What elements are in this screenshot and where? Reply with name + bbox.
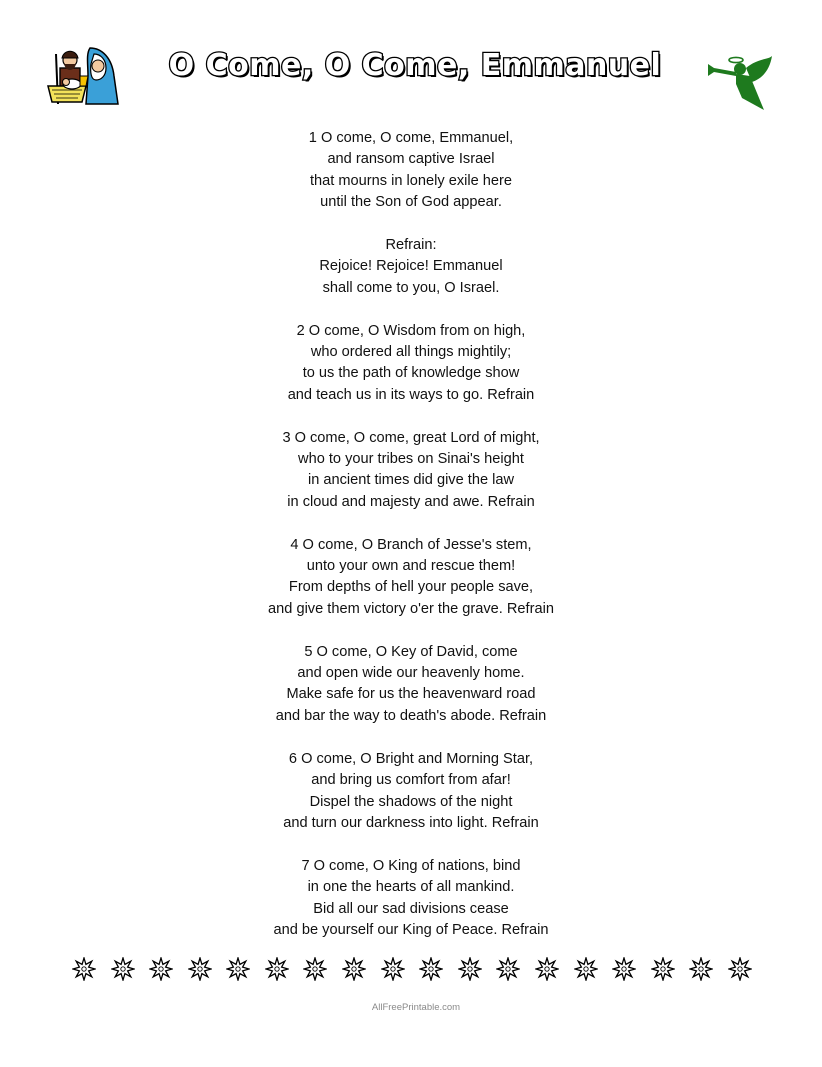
lyric-line: 2 O come, O Wisdom from on high, <box>296 322 526 339</box>
lyric-line: unto your own and rescue them! <box>306 558 516 575</box>
star-icon <box>149 957 173 981</box>
lyric-line: in cloud and majesty and awe. Refrain <box>287 493 535 510</box>
lyric-line: and teach us in its ways to go. Refrain <box>287 386 535 403</box>
star-icon <box>381 957 405 981</box>
star-icon <box>111 957 135 981</box>
verse-6 <box>0 749 822 835</box>
star-icon <box>689 957 713 981</box>
star-icon <box>612 957 636 981</box>
lyric-line: 4 O come, O Branch of Jesse's stem, <box>290 536 532 553</box>
lyric-line: 5 O come, O Key of David, come <box>304 643 518 660</box>
lyric-line: 6 O come, O Bright and Morning Star, <box>288 750 534 767</box>
footer-credit: AllFreePrintable.com <box>371 1002 461 1013</box>
star-icon <box>728 957 752 981</box>
star-icon <box>303 957 327 981</box>
lyric-line: 1 O come, O come, Emmanuel, <box>308 130 514 146</box>
angel-icon <box>706 54 774 112</box>
lyric-line: and bar the way to death's abode. Refrain <box>275 707 547 724</box>
lyric-line: Make safe for us the heavenward road <box>286 686 536 703</box>
verse-3 <box>0 428 822 514</box>
verse-5 <box>0 642 822 728</box>
star-icon <box>574 957 598 981</box>
refrain-heading: Refrain: <box>385 237 437 254</box>
lyric-line: and be yourself our King of Peace. Refrain <box>273 921 549 938</box>
lyric-line: Rejoice! Rejoice! Emmanuel <box>319 258 503 275</box>
star-border <box>72 957 752 985</box>
lyric-line: who ordered all things mightily; <box>310 344 512 361</box>
lyric-line: and turn our darkness into light. Refrain <box>283 814 539 831</box>
lyric-line: shall come to you, O Israel. <box>322 279 500 296</box>
verse-1 <box>0 128 822 214</box>
star-icon <box>342 957 366 981</box>
lyric-line: 3 O come, O come, great Lord of might, <box>282 429 540 446</box>
lyric-line: From depths of hell your people save, <box>288 579 534 596</box>
verse-2 <box>0 321 822 407</box>
verse-4 <box>0 535 822 621</box>
lyric-line: 7 O come, O King of nations, bind <box>301 857 521 874</box>
star-icon <box>188 957 212 981</box>
star-icon <box>651 957 675 981</box>
lyric-line: in one the hearts of all mankind. <box>307 879 515 896</box>
lyric-line: and open wide our heavenly home. <box>297 665 525 682</box>
lyric-line: to us the path of knowledge show <box>302 365 520 382</box>
lyric-line: that mourns in lonely exile here <box>310 172 512 189</box>
refrain <box>0 235 822 299</box>
lyric-line: and bring us comfort from afar! <box>311 772 511 789</box>
lyric-line: Dispel the shadows of the night <box>309 793 513 810</box>
star-icon <box>496 957 520 981</box>
verse-7 <box>0 856 822 942</box>
page-title: O Come, O Come, Emmanuel <box>168 48 662 83</box>
lyric-line: who to your tribes on Sinai's height <box>298 451 524 468</box>
star-icon <box>419 957 443 981</box>
star-icon <box>72 957 96 981</box>
star-icon <box>535 957 559 981</box>
lyric-line: in ancient times did give the law <box>307 472 515 489</box>
star-icon <box>226 957 250 981</box>
lyric-line: Bid all our sad divisions cease <box>313 900 509 917</box>
star-icon <box>265 957 289 981</box>
header <box>0 40 822 110</box>
lyric-line: and ransom captive Israel <box>327 151 495 168</box>
lyric-line: until the Son of God appear. <box>320 194 502 211</box>
lyric-line: and give them victory o'er the grave. Refrain <box>268 600 554 617</box>
lyrics <box>0 128 822 963</box>
star-icon <box>458 957 482 981</box>
